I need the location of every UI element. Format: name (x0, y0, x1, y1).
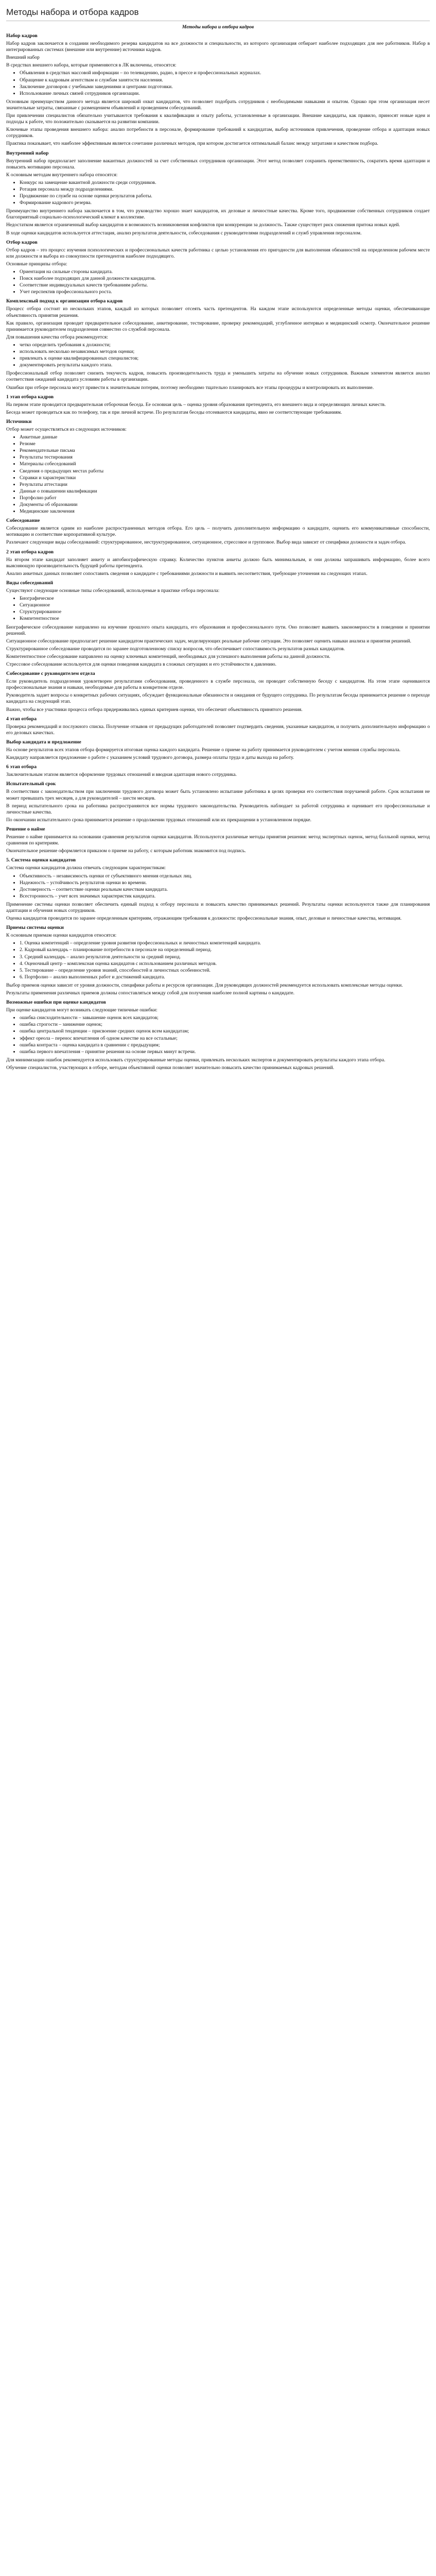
paragraph: Существуют следующие основные типы собеседований, используемые в практике отбора персонала: (6, 588, 220, 594)
paragraph: Недостатком является ограниченный выбор кандидатов и возможность возникновения конфликтов при конкуренции за должность. Также существует риск снижения притока новых идей. (6, 222, 400, 228)
paragraph: В период испытательного срока на работника распространяются все нормы трудового законодательства. Руководитель наблюдает за работой сотрудника и оценивает его профессиональные и личностные качества. (6, 803, 430, 815)
section-heading: 5. Система оценки кандидатов (6, 857, 76, 863)
list-item: • привлекать к оценке квалифицированных специалистов; (20, 355, 430, 362)
paragraph: Ключевые этапы проведения внешнего набора: анализ потребности в персонале, формирование требований к кандидатам, выбор источников привлечения, проведение отбора и адаптация новых сотрудников. (6, 127, 430, 139)
paragraph: При оценке кандидатов могут возникать следующие типичные ошибки: (6, 1007, 158, 1013)
paragraph: В соответствии с законодательством при заключении трудового договора может быть установлено испытание работника в целях проверки его соответствия поручаемой работе. Срок испытания не может превышать трех месяцев, а для руководителей – шести месяцев. (6, 789, 430, 801)
paragraph: Практика показывает, что наиболее эффективным является сочетание различных методов, при котором достигается оптимальный баланс между затратами и качеством подбора. (6, 141, 378, 147)
bullet-list (20, 180, 430, 206)
paragraph: К основным методам внутреннего набора относятся: (6, 172, 118, 178)
list-item: • 2. Кадровый календарь – планирование потребности в персонале на определенный период. (20, 947, 430, 953)
list-item: • Сведения о предыдущих местах работы (20, 468, 430, 474)
paragraph: Собеседование является одним из наиболее распространенных методов отбора. Его цель – получить дополнительную информацию о кандидате, оценить его коммуникативные способности, мотивацию и соответствие корпоративной культуре. (6, 526, 430, 538)
bullet-list (20, 70, 430, 96)
paragraph: Анализ анкетных данных позволяет сопоставить сведения о кандидате с требованиями должности и выявить несоответствия, требующие уточнения на следующих этапах. (6, 570, 368, 577)
list-item: • Учет перспектив профессионального роста. (20, 289, 430, 295)
paragraph: Отбор кадров – это процесс изучения психологических и профессиональных качеств работника с целью установления его пригодности для выполнения обязанностей на определенном рабочем месте или должности и выбора из совокупности претендентов наиболее подходящего. (6, 247, 430, 259)
list-item: • Формирование кадрового резерва. (20, 200, 430, 206)
list-item: • Объявления в средствах массовой информации – по телевидению, радио, в прессе и профессиональных журналах. (20, 70, 430, 76)
section-heading: Испытательный срок (6, 781, 56, 787)
bullet-list (20, 596, 430, 622)
list-item: • Поиск наиболее подходящих для данной должности кандидатов. (20, 276, 430, 282)
section-heading: Возможные ошибки при оценке кандидатов (6, 999, 106, 1006)
section-heading: Внутренний набор (6, 150, 49, 156)
section-heading: Набор кадров (6, 33, 38, 39)
paragraph: Окончательное решение оформляется приказом о приеме на работу, с которым работник знакомится под подпись. (6, 848, 246, 854)
paragraph: Система оценки кандидатов должна отвечать следующим характеристикам: (6, 865, 166, 871)
section-heading: Комплексный подход к организации отбора кадров (6, 298, 123, 304)
list-item: • четко определить требования к должности; (20, 342, 430, 348)
list-item: • ошибка снисходительности – завышение оценок всех кандидатов; (20, 1015, 430, 1021)
document-body (6, 33, 430, 1071)
list-item: • 1. Оценка компетенций – определение уровня развития профессиональных и личностных компетенций кандидата. (20, 940, 430, 946)
list-item: • Результаты аттестации (20, 482, 430, 488)
paragraph: Кандидату направляется предложение о работе с указанием условий трудового договора, размера оплаты труда и даты выхода на работу. (6, 755, 294, 761)
paragraph: Беседа может проводиться как по телефону, так и при личной встрече. По результатам беседы отсеиваются кандидаты, явно не соответствующие требованиям. (6, 409, 342, 415)
list-item: • Справки и характеристики (20, 475, 430, 481)
paragraph: Проверка рекомендаций и послужного списка. Получение отзывов от предыдущих работодателей позволяет подтвердить сведения, указанные кандидатом, и получить дополнительную информацию о его деловых качествах. (6, 723, 430, 736)
bullet-list (20, 873, 430, 900)
paragraph: Как правило, организация проводит предварительное собеседование, анкетирование, тестирование, проверку рекомендаций, углубленное интервью и медицинский осмотр. Окончательное решение принимается руководителем подразделения совместно со службой персонала. (6, 320, 430, 332)
list-item: • Данные о повышении квалификации (20, 488, 430, 495)
section-heading: 4 этап отбора (6, 716, 37, 722)
paragraph: Результаты применения различных приемов должны сопоставляться между собой для получения наиболее полной картины о кандидате. (6, 990, 295, 996)
list-item: • Ротация персонала между подразделениями. (20, 187, 430, 193)
list-item: • Портфолио работ (20, 495, 430, 501)
list-item: • Резюме (20, 441, 430, 447)
list-item: • Анкетные данные (20, 434, 430, 440)
paragraph: При привлечении специалистов обязательно учитываются требования к квалификации и опыту работы, установленные в организации. Внешние кандидаты, как правило, приносят новые идеи и подходы к работе, что положительно сказывается на развитии компании. (6, 113, 430, 125)
paragraph: На первом этапе проводится предварительная отборочная беседа. Ее основная цель – оценка уровня образования претендента, его внешнего вида и определяющих личных качеств. (6, 401, 386, 408)
section-heading: 1 этап отбора кадров (6, 394, 54, 400)
paragraph: Руководитель задает вопросы о конкретных рабочих ситуациях, обсуждает функциональные обязанности и ожидания от будущего сотрудника. По результатам беседы принимается решение о переходе кандидата на следующий этап. (6, 692, 430, 705)
list-item: • Результаты тестирования (20, 454, 430, 461)
paragraph: Профессиональный отбор позволяет снизить текучесть кадров, повысить производительность труда и уменьшить затраты на обучение новых сотрудников. Важным элементом является анализ соответствия ожиданий кандидата условиям работы в организации. (6, 370, 430, 383)
section-heading: Собеседование (6, 518, 40, 524)
paragraph: Оценка кандидатов проводится по заранее определенным критериям, отражающим требования к должности: профессиональные знания, опыт, деловые и личностные качества, мотивация. (6, 916, 402, 922)
section-heading: Решение о найме (6, 826, 45, 832)
paragraph: Ошибки при отборе персонала могут привести к значительным потерям, поэтому необходимо тщательно планировать все этапы процедуры и контролировать их выполнение. (6, 384, 374, 391)
list-item: • Использование личных связей сотрудников организации. (20, 91, 430, 97)
list-item: • Медицинские заключения (20, 509, 430, 515)
bullet-list (20, 940, 430, 980)
list-item: • Структурированное (20, 609, 430, 615)
bullet-list (20, 342, 430, 368)
list-item: • документировать результаты каждого этапа. (20, 362, 430, 368)
bullet-list (20, 434, 430, 515)
paragraph: Преимущество внутреннего набора заключается в том, что руководство хорошо знает кандидатов, их деловые и личностные качества. Кроме того, продвижение собственных сотрудников создает благоприятный социально-психологический климат в коллективе. (6, 208, 430, 221)
section-heading: 6 этап отбора (6, 764, 37, 770)
paragraph: Основные принципы отбора: (6, 261, 67, 267)
section-heading: Виды собеседований (6, 580, 54, 586)
paragraph: Внешний набор (6, 55, 40, 61)
paragraph: Важно, чтобы все участники процесса отбора придерживались единых критериев оценки, что обеспечит объективность принятого решения. (6, 706, 303, 713)
paragraph: На основе результатов всех этапов отбора формируется итоговая оценка каждого кандидата. Решение о приеме на работу принимается руководителем с учетом мнения службы персонала. (6, 747, 400, 753)
section-heading: Приемы системы оценки (6, 925, 64, 931)
list-item: • Документы об образовании (20, 502, 430, 508)
paragraph: Обучение специалистов, участвующих в отборе, методам объективной оценки позволяет значительно повысить качество принимаемых кадровых решений. (6, 1064, 335, 1071)
paragraph: По окончании испытательного срока принимается решение о продолжении трудовых отношений или их прекращении в установленном порядке. (6, 817, 311, 823)
list-item: • 5. Тестирование – определение уровня знаний, способностей и личностных особенностей. (20, 968, 430, 974)
document-subtitle: Методы набора и отбора кадров (182, 24, 254, 30)
list-item: • ошибка первого впечатления – принятие решения на основе первых минут встречи. (20, 1049, 430, 1055)
bullet-list (20, 269, 430, 295)
list-item: • 4. Оценочный центр – комплексная оценка кандидатов с использованием различных методов. (20, 961, 430, 967)
paragraph: К основным приемам оценки кандидатов относятся: (6, 933, 117, 939)
document-page (0, 0, 436, 1071)
paragraph: Решение о найме принимается на основании сравнения результатов оценки кандидатов. Используются различные методы принятия решения: метод экспертных оценок, метод балльной оценки, метод сравнения по критериям. (6, 834, 430, 846)
list-item: • 6. Портфолио – анализ выполненных работ и достижений кандидата. (20, 974, 430, 980)
paragraph: Стрессовое собеседование используется для оценки поведения кандидата в сложных ситуациях и его устойчивости к давлению. (6, 661, 276, 667)
paragraph: Применение системы оценки позволяет обеспечить единый подход к отбору персонала и повысить качество принимаемых решений. Результаты оценки используются также для планирования адаптации и обучения новых сотрудников. (6, 901, 430, 913)
paragraph: Различают следующие виды собеседований: структурированное, неструктурированное, ситуационное, стрессовое и групповое. Выбор вида зависит от специфики должности и задач отбора. (6, 539, 406, 546)
paragraph: Если руководитель подразделения удовлетворен результатами собеседования, проведенного в службе персонала, он проводит собственную беседу с кандидатом. На этом этапе оцениваются профессиональные знания и навыки, необходимые для работы в конкретном отделе. (6, 679, 430, 691)
paragraph: Для минимизации ошибок рекомендуется использовать структурированные методы оценки, привлекать нескольких экспертов и документировать результаты каждого этапа отбора. (6, 1057, 386, 1063)
list-item: • Соответствие индивидуальных качеств требованиям работы. (20, 282, 430, 289)
list-item: • ошибка контраста – оценка кандидата в сравнении с предыдущим; (20, 1042, 430, 1048)
paragraph: Структурированное собеседование проводится по заранее подготовленному списку вопросов, что обеспечивает сопоставимость результатов разных кандидатов. (6, 646, 345, 652)
paragraph: Заключительным этапом является оформление трудовых отношений и вводная адаптация нового сотрудника. (6, 772, 237, 778)
list-item: • ошибка центральной тенденции – присвоение средних оценок всем кандидатам; (20, 1028, 430, 1035)
section-heading: Отбор кадров (6, 239, 38, 245)
list-item: • Рекомендательные письма (20, 448, 430, 454)
paragraph: Биографическое собеседование направлено на изучение прошлого опыта кандидата, его образования и профессионального пути. Оно позволяет выявить закономерности в поведении и принятии решений. (6, 624, 430, 636)
list-item: • Материалы собеседований (20, 461, 430, 467)
list-item: • Компетентностное (20, 616, 430, 622)
list-item: • Продвижение по службе на основе оценки результатов работы. (20, 193, 430, 199)
section-heading: Выбор кандидата и предложение (6, 739, 81, 745)
list-item: • Ситуационное (20, 602, 430, 608)
paragraph: На втором этапе кандидат заполняет анкету и автобиографическую справку. Количество пунктов анкеты должно быть минимальным, и они должны запрашивать информацию, более всего выясняющую производительность будущей работы претендента. (6, 556, 430, 569)
paragraph: Ситуационное собеседование предполагает решение кандидатом практических задач, моделирующих реальные рабочие ситуации. Это позволяет оценить навыки анализа и принятия решений. (6, 638, 411, 644)
list-item: • Объективность – независимость оценки от субъективного мнения отдельных лиц. (20, 873, 430, 879)
paragraph: Для повышения качества отбора рекомендуется: (6, 334, 108, 340)
list-item: • Достоверность – соответствие оценки реальным качествам кандидата. (20, 887, 430, 893)
list-item: • Ориентация на сильные стороны кандидата. (20, 269, 430, 275)
paragraph: Отбор может осуществляться из следующих источников: (6, 426, 127, 432)
list-item: • Надежность – устойчивость результатов оценки во времени. (20, 880, 430, 886)
paragraph: Процесс отбора состоит из нескольких этапов, каждый из которых позволяет отсеять часть претендентов. На каждом этапе используются определенные методы оценки, обеспечивающие объективность принятия решения. (6, 306, 430, 318)
list-item: • Заключение договоров с учебными заведениями и центрами подготовки. (20, 84, 430, 90)
paragraph: Внутренний набор предполагает заполнение вакантных должностей за счет собственных сотрудников организации. Этот метод позволяет сохранить преемственность, сократить время адаптации и повысить мотивацию персонала. (6, 158, 430, 170)
list-item: • 3. Средний календарь – анализ результатов деятельности за средний период. (20, 954, 430, 960)
list-item: • Биографическое (20, 596, 430, 602)
section-heading: Источники (6, 418, 32, 425)
section-heading: 2 этап отбора кадров (6, 549, 54, 555)
paragraph: Компетентностное собеседование направлено на оценку ключевых компетенций, необходимых для успешного выполнения работы на данной должности. (6, 653, 330, 659)
paragraph: Основным преимуществом данного метода является широкий охват кандидатов, что позволяет подобрать сотрудников с необходимыми навыками и опытом. Однако при этом организация несет значительные затраты, связанные с размещением объявлений и проведением собеседований. (6, 98, 430, 111)
list-item: • использовать несколько независимых методов оценки; (20, 349, 430, 355)
paragraph: В ходе оценки кандидатов используется аттестация, анализ результатов деятельности, собеседования с руководителями подразделений и служб управления персоналом. (6, 230, 362, 236)
list-item: • ошибка строгости – занижение оценок; (20, 1022, 430, 1028)
list-item: • Конкурс на замещение вакантной должности среди сотрудников. (20, 180, 430, 186)
list-item: • эффект ореола – перенос впечатления об одном качестве на все остальные; (20, 1036, 430, 1042)
page-title: Методы набора и отбора кадров (6, 7, 139, 17)
paragraph: Набор кадров заключается в создании необходимого резерва кандидатов на все должности и специальности, из которого организация отбирает наиболее подходящих для нее работников. Набор в интегрированных системах (внешние или внутренние) источники кадров. (6, 41, 430, 53)
bullet-list (20, 1015, 430, 1055)
list-item: • Обращение к кадровым агентствам и службам занятости населения. (20, 77, 430, 83)
paragraph: В средствах внешнего набора, которые применяются в ЛК включены, относятся: (6, 62, 177, 69)
paragraph: Выбор приемов оценки зависит от уровня должности, специфики работы и ресурсов организации. Для руководящих должностей рекомендуется использовать комплексные методы оценки. (6, 982, 403, 988)
list-item: • Всесторонность – учет всех значимых характеристик кандидата. (20, 893, 430, 900)
section-heading: Собеседование с руководителем отдела (6, 671, 95, 677)
